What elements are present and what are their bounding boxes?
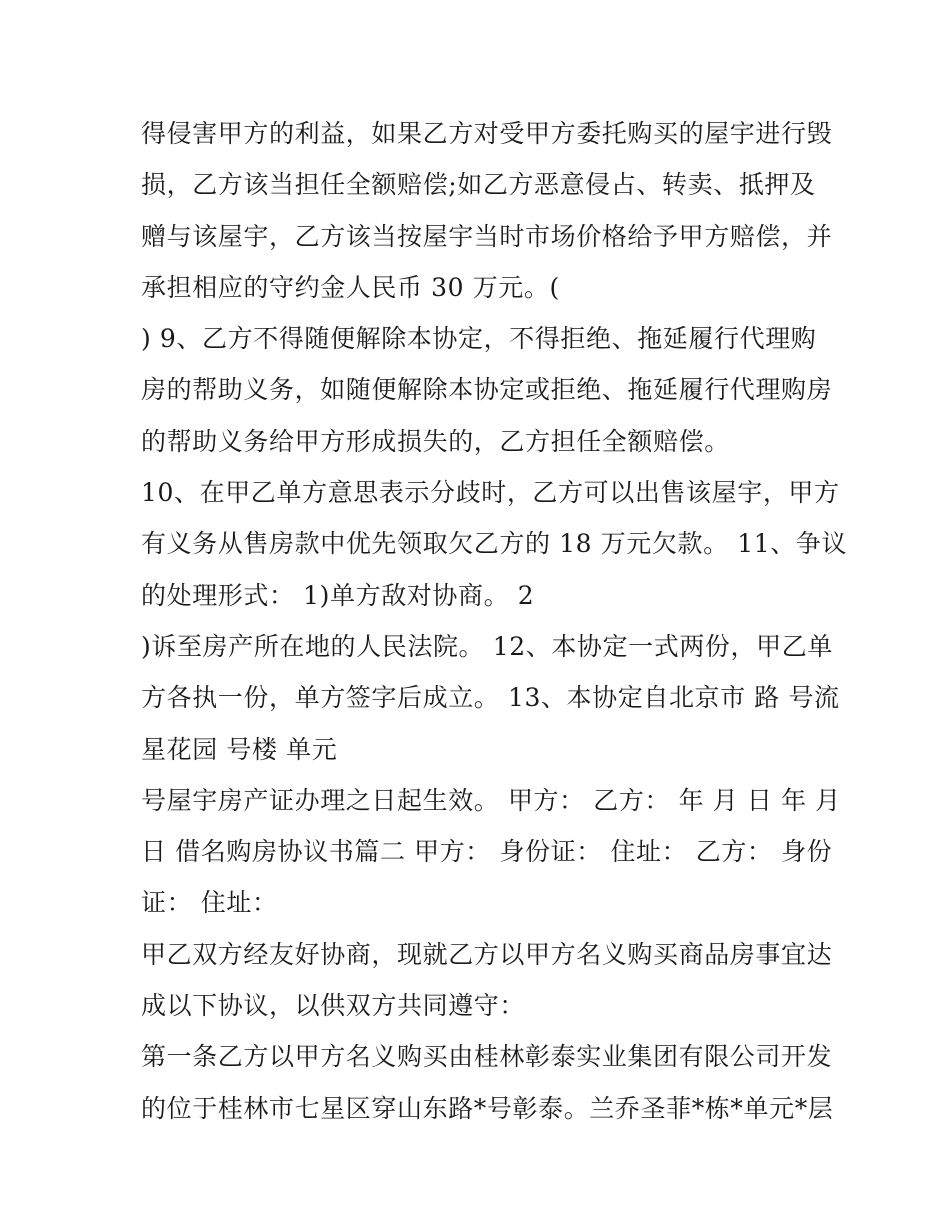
text-line: 房的帮助义务，如随便解除本协定或拒绝、拖延履行代理购房 — [141, 375, 833, 405]
text-line: 损，乙方该当担任全额赔偿;如乙方恶意侵占、转卖、抵押及 — [141, 170, 816, 200]
text-line: 成以下协议，以供双方共同遵守： — [141, 991, 526, 1021]
text-line: 方各执一份，单方签字后成立。 13、本协定自北京市 路 号流 — [141, 683, 840, 713]
text-line: 得侵害甲方的利益，如果乙方对受甲方委托购买的屋宇进行毁 — [141, 119, 833, 148]
text-line: 证： 住址： — [141, 888, 278, 918]
text-line: 号屋宇房产证办理之日起生效。 甲方： 乙方： 年 月 日 年 月 — [141, 785, 841, 815]
text-line: 的处理形式： 1)单方敌对协商。 2 — [141, 580, 535, 610]
text-line: 承担相应的守约金人民币 30 万元。( — [141, 272, 560, 302]
text-line: 的位于桂林市七星区穿山东路*号彰泰。兰乔圣菲*栋*单元*层 — [141, 1093, 834, 1123]
text-line: 的帮助义务给甲方形成损失的，乙方担任全额赔偿。 — [141, 426, 730, 456]
text-line: 有义务从售房款中优先领取欠乙方的 18 万元欠款。 11、争议 — [141, 529, 848, 559]
text-line: 星花园 号楼 单元 — [141, 734, 338, 764]
text-line: 甲乙双方经友好协商，现就乙方以甲方名义购买商品房事宜达 — [141, 939, 833, 969]
text-line: 第一条乙方以甲方名义购买由桂林彰泰实业集团有限公司开发 — [141, 1042, 833, 1072]
document-body — [141, 108, 848, 1134]
text-line: 10、在甲乙单方意思表示分歧时，乙方可以出售该屋宇，甲方 — [141, 478, 840, 508]
text-line: )诉至房产所在地的人民法院。 12、本协定一式两份，甲乙单 — [141, 631, 833, 661]
text-line: 日 借名购房协议书篇二 甲方： 身份证： 住址： 乙方： 身份 — [141, 837, 833, 867]
text-line: ) 9、乙方不得随便解除本协定，不得拒绝、拖延履行代理购 — [141, 324, 817, 354]
text-line: 赠与该屋宇，乙方该当按屋宇当时市场价格给予甲方赔偿，并 — [141, 221, 833, 251]
